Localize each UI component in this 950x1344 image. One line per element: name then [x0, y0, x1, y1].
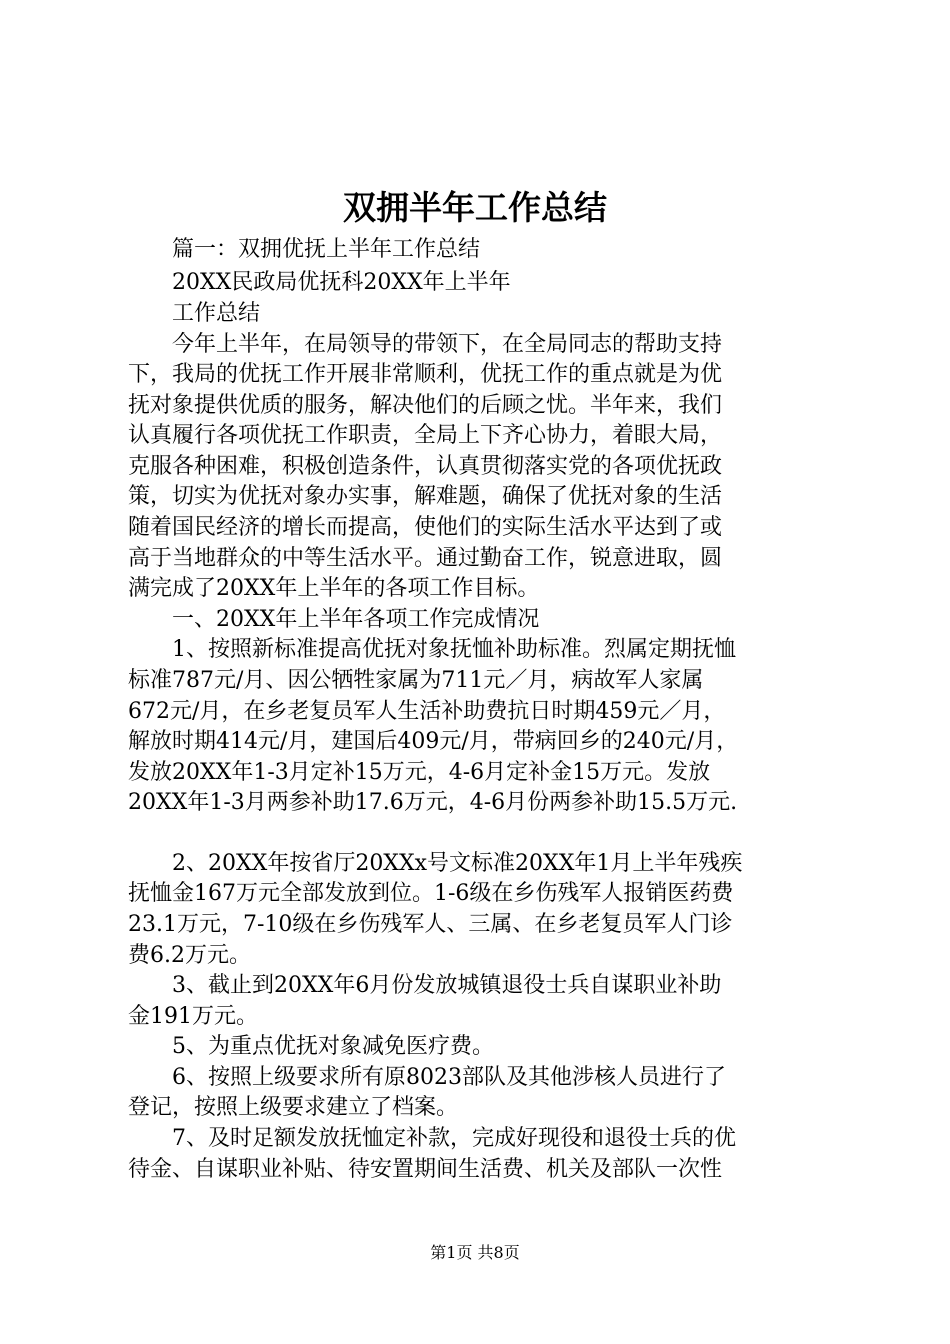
text-line: 待金、自谋职业补贴、待安置期间生活费、机关及部队一次性: [128, 1157, 723, 1182]
text-line: 5、为重点优抚对象减免医疗费。: [128, 1034, 494, 1059]
text-line: 抚对象提供优质的服务，解决他们的后顾之忧。半年来，我们: [128, 393, 723, 418]
text-line: 今年上半年，在局领导的带领下，在全局同志的帮助支持: [128, 332, 723, 357]
text-line: 金191万元。: [128, 1004, 258, 1029]
text-line: 克服各种困难，积极创造条件，认真贯彻落实党的各项优抚政: [128, 454, 723, 479]
text-line: 发放20XX年1-3月定补15万元，4-6月定补金15万元。发放: [128, 760, 711, 785]
text-line: 策，切实为优抚对象办实事，解难题，确保了优抚对象的生活: [128, 484, 723, 509]
text-line: 23.1万元，7-10级在乡伤残军人、三属、在乡老复员军人门诊: [128, 912, 733, 937]
text-line: 6、按照上级要求所有原8023部队及其他涉核人员进行了: [128, 1065, 726, 1090]
text-line: 一、20XX年上半年各项工作完成情况: [128, 607, 540, 632]
text-line: 登记，按照上级要求建立了档案。: [128, 1095, 459, 1120]
page-number-footer: 第1页 共8页: [430, 1243, 520, 1262]
text-line: 高于当地群众的中等生活水平。通过勤奋工作，锐意进取，圆: [128, 546, 723, 571]
text-line: 随着国民经济的增长而提高，使他们的实际生活水平达到了或: [128, 515, 723, 540]
text-line: 费6.2万元。: [128, 943, 251, 968]
text-line: 标准787元/月、因公牺牲家属为711元／月，病故军人家属: [128, 668, 704, 693]
text-line: 1、按照新标准提高优抚对象抚恤补助标准。烈属定期抚恤: [128, 637, 736, 662]
text-line: 认真履行各项优抚工作职责，全局上下齐心协力，着眼大局，: [128, 423, 723, 448]
text-line: 20XX年1-3月两参补助17.6万元，4-6月份两参补助15.5万元.: [128, 790, 738, 815]
text-line: 工作总结: [128, 301, 261, 326]
text-line: 3、截止到20XX年6月份发放城镇退役士兵自谋职业补助: [128, 973, 722, 998]
text-line: 7、及时足额发放抚恤定补款，完成好现役和退役士兵的优: [128, 1126, 736, 1151]
text-line: 672元/月，在乡老复员军人生活补助费抗日时期459元／月，: [128, 699, 726, 724]
document-title: 双拥半年工作总结: [343, 188, 607, 227]
text-line: 满完成了20XX年上半年的各项工作目标。: [128, 576, 540, 601]
text-line: 抚恤金167万元全部发放到位。1-6级在乡伤残军人报销医药费: [128, 881, 734, 906]
text-line: 下，我局的优抚工作开展非常顺利，优抚工作的重点就是为优: [128, 362, 723, 387]
text-line: 2、20XX年按省厅20XXx号文标准20XX年1月上半年残疾: [128, 851, 743, 876]
text-line: 解放时期414元/月，建国后409元/月，带病回乡的240元/月，: [128, 729, 739, 754]
text-line: 20XX民政局优抚科20XX年上半年: [128, 270, 511, 295]
text-line: 篇一：双拥优抚上半年工作总结: [128, 237, 481, 262]
